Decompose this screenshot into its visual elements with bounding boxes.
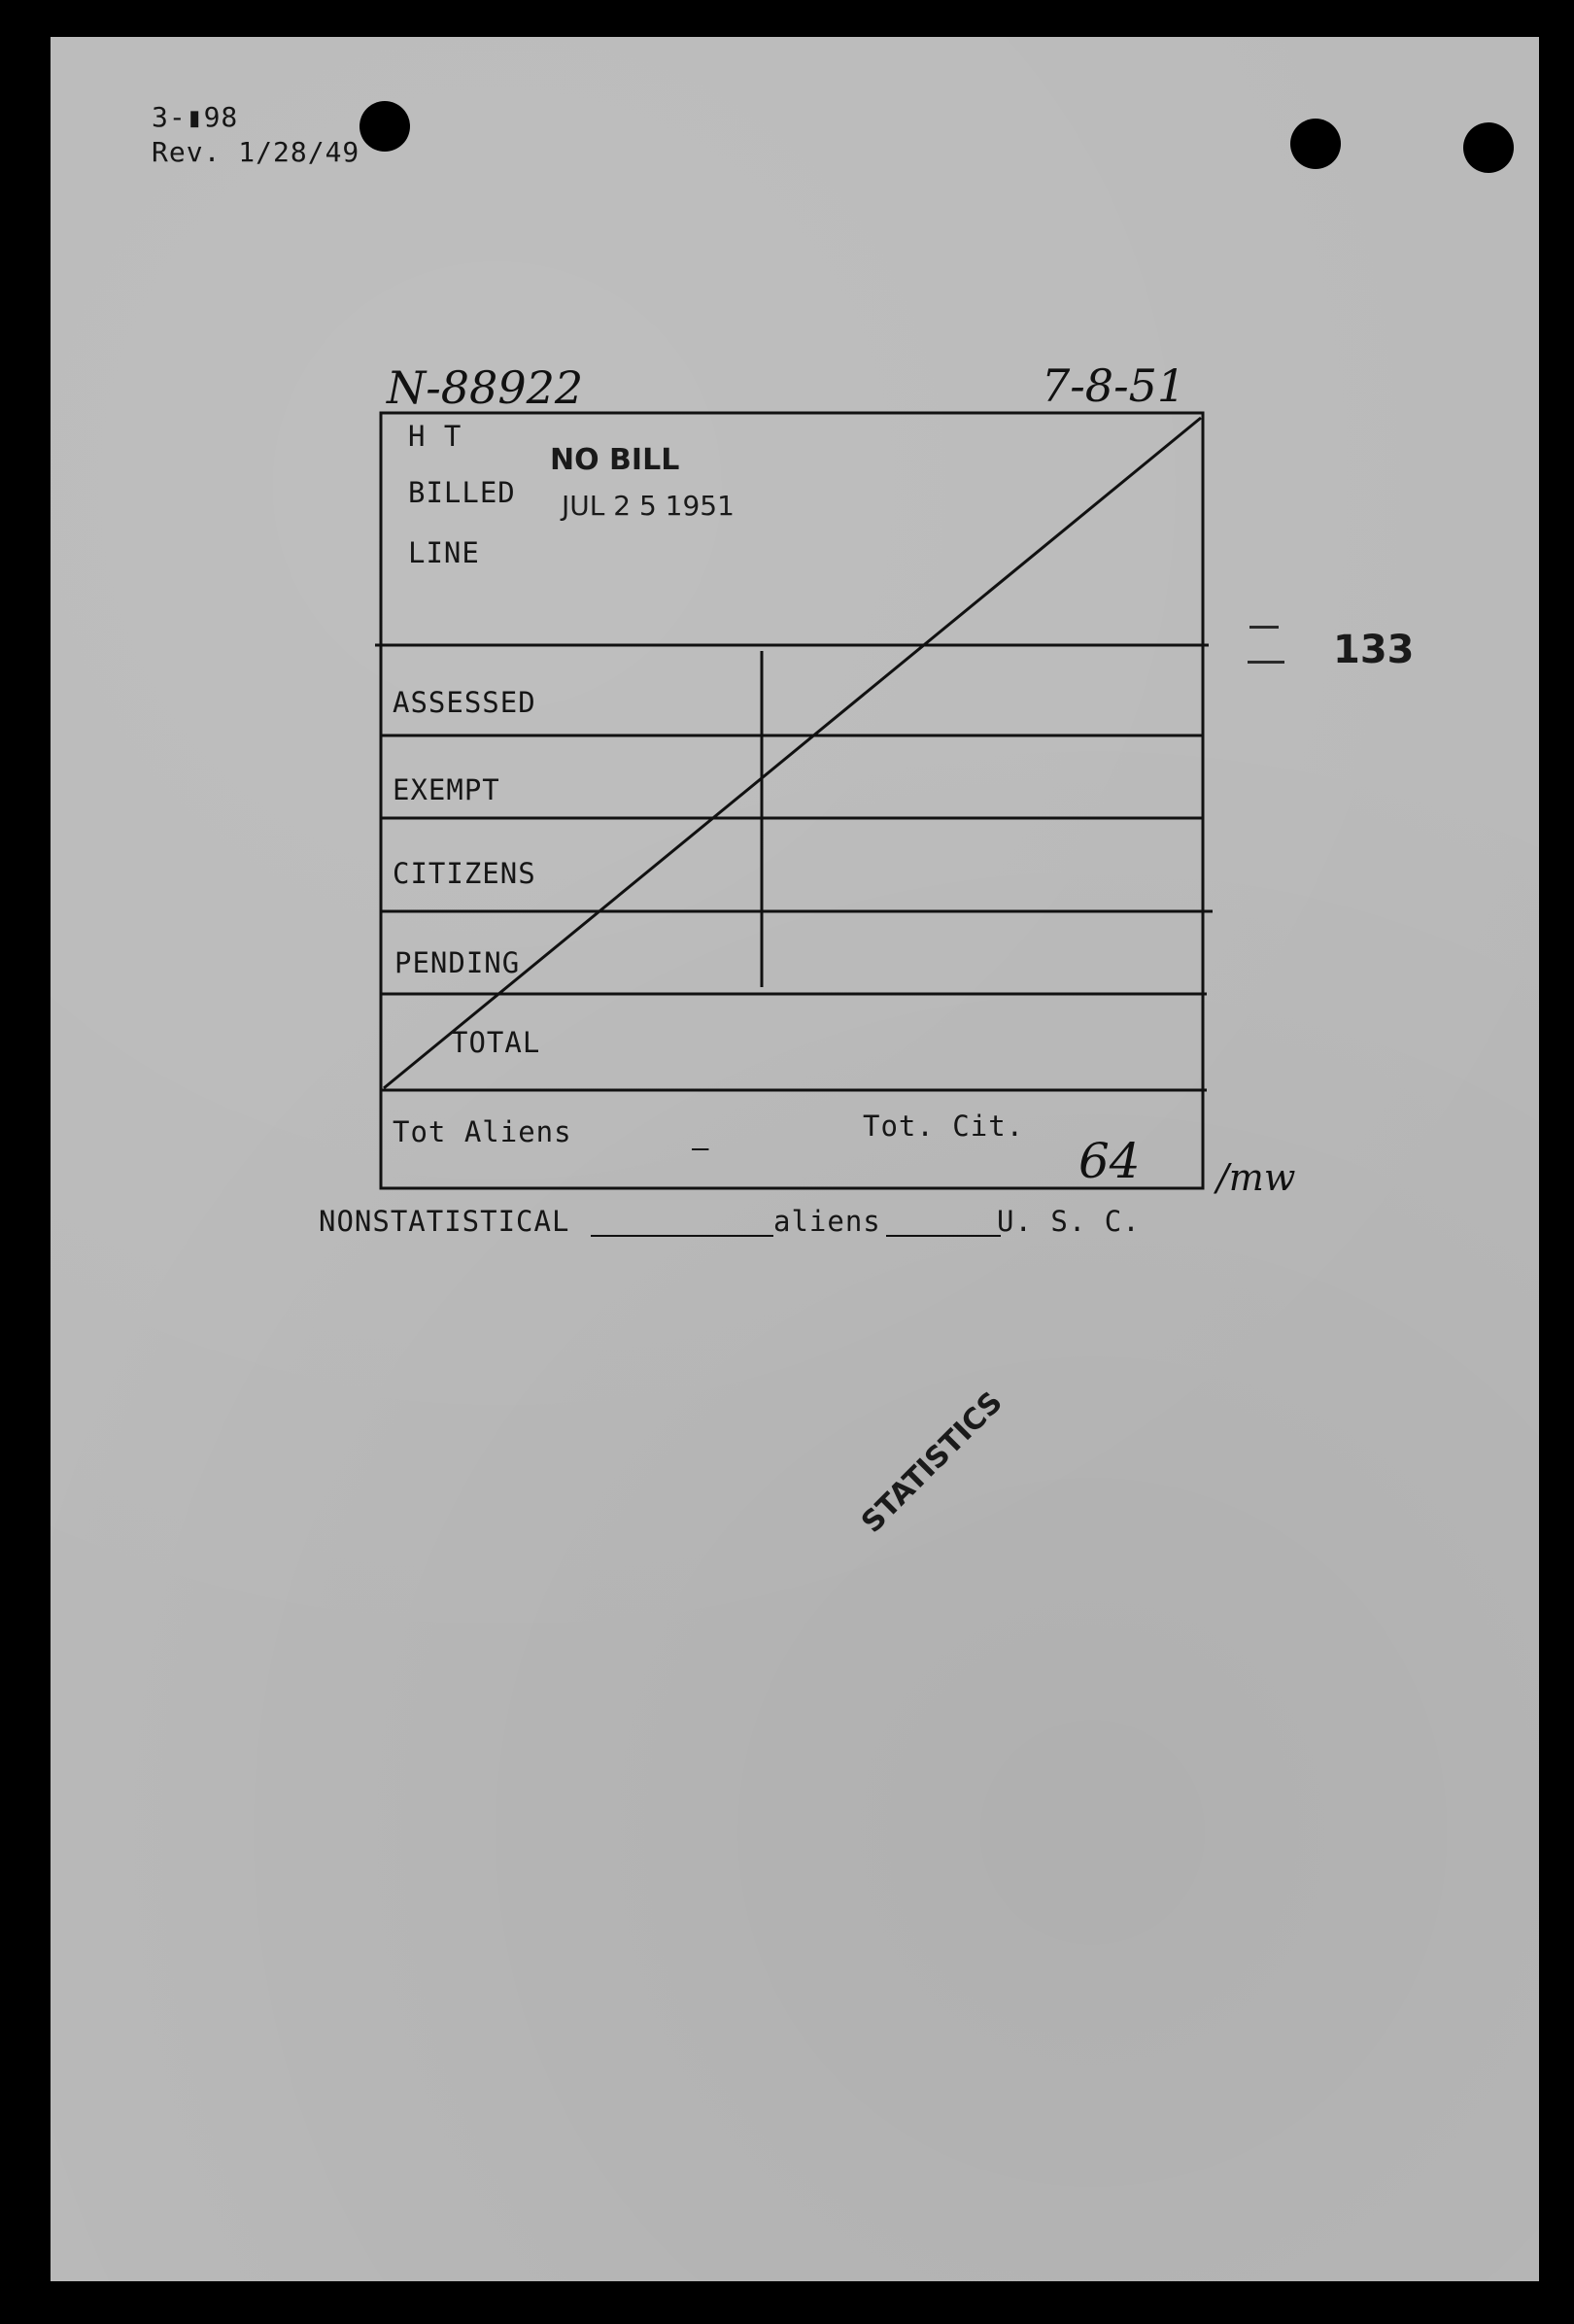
- label-exempt: EXEMPT: [393, 773, 500, 806]
- table-border: [381, 413, 1203, 1188]
- label-citizens: CITIZENS: [393, 857, 536, 890]
- number-stamp: 133: [1333, 628, 1415, 672]
- label-tot-aliens: Tot Aliens: [393, 1115, 572, 1148]
- tot-aliens-value: —: [692, 1131, 710, 1164]
- date-stamp: JUL 2 5 1951: [562, 490, 735, 522]
- label-billed: BILLED: [408, 476, 516, 509]
- file-number-handwritten: N-88922: [387, 361, 584, 414]
- label-line: LINE: [408, 536, 480, 569]
- diagonal-cancel-line: [384, 418, 1201, 1088]
- date-handwritten: 7-8-51: [1042, 359, 1186, 412]
- label-assessed: ASSESSED: [393, 686, 536, 719]
- initials-handwritten: /mw: [1216, 1156, 1296, 1199]
- label-nonstatistical: NONSTATISTICAL: [319, 1205, 570, 1238]
- form-number: 3-▮98: [152, 101, 239, 133]
- count-handwritten: 64: [1078, 1133, 1141, 1189]
- label-tot-cit: Tot. Cit.: [863, 1110, 1025, 1143]
- margin-dash: [1249, 626, 1279, 629]
- form-revision: Rev. 1/28/49: [152, 136, 360, 168]
- label-usc: U. S. C.: [997, 1205, 1141, 1238]
- margin-dash: [1248, 661, 1284, 664]
- no-bill-stamp: NO BILL: [550, 443, 680, 477]
- label-ht: H T: [408, 420, 462, 453]
- label-aliens: aliens: [773, 1205, 881, 1238]
- label-pending: PENDING: [394, 946, 521, 979]
- statistics-stamp: STATISTICS: [855, 1384, 1009, 1540]
- label-total: TOTAL: [451, 1026, 541, 1059]
